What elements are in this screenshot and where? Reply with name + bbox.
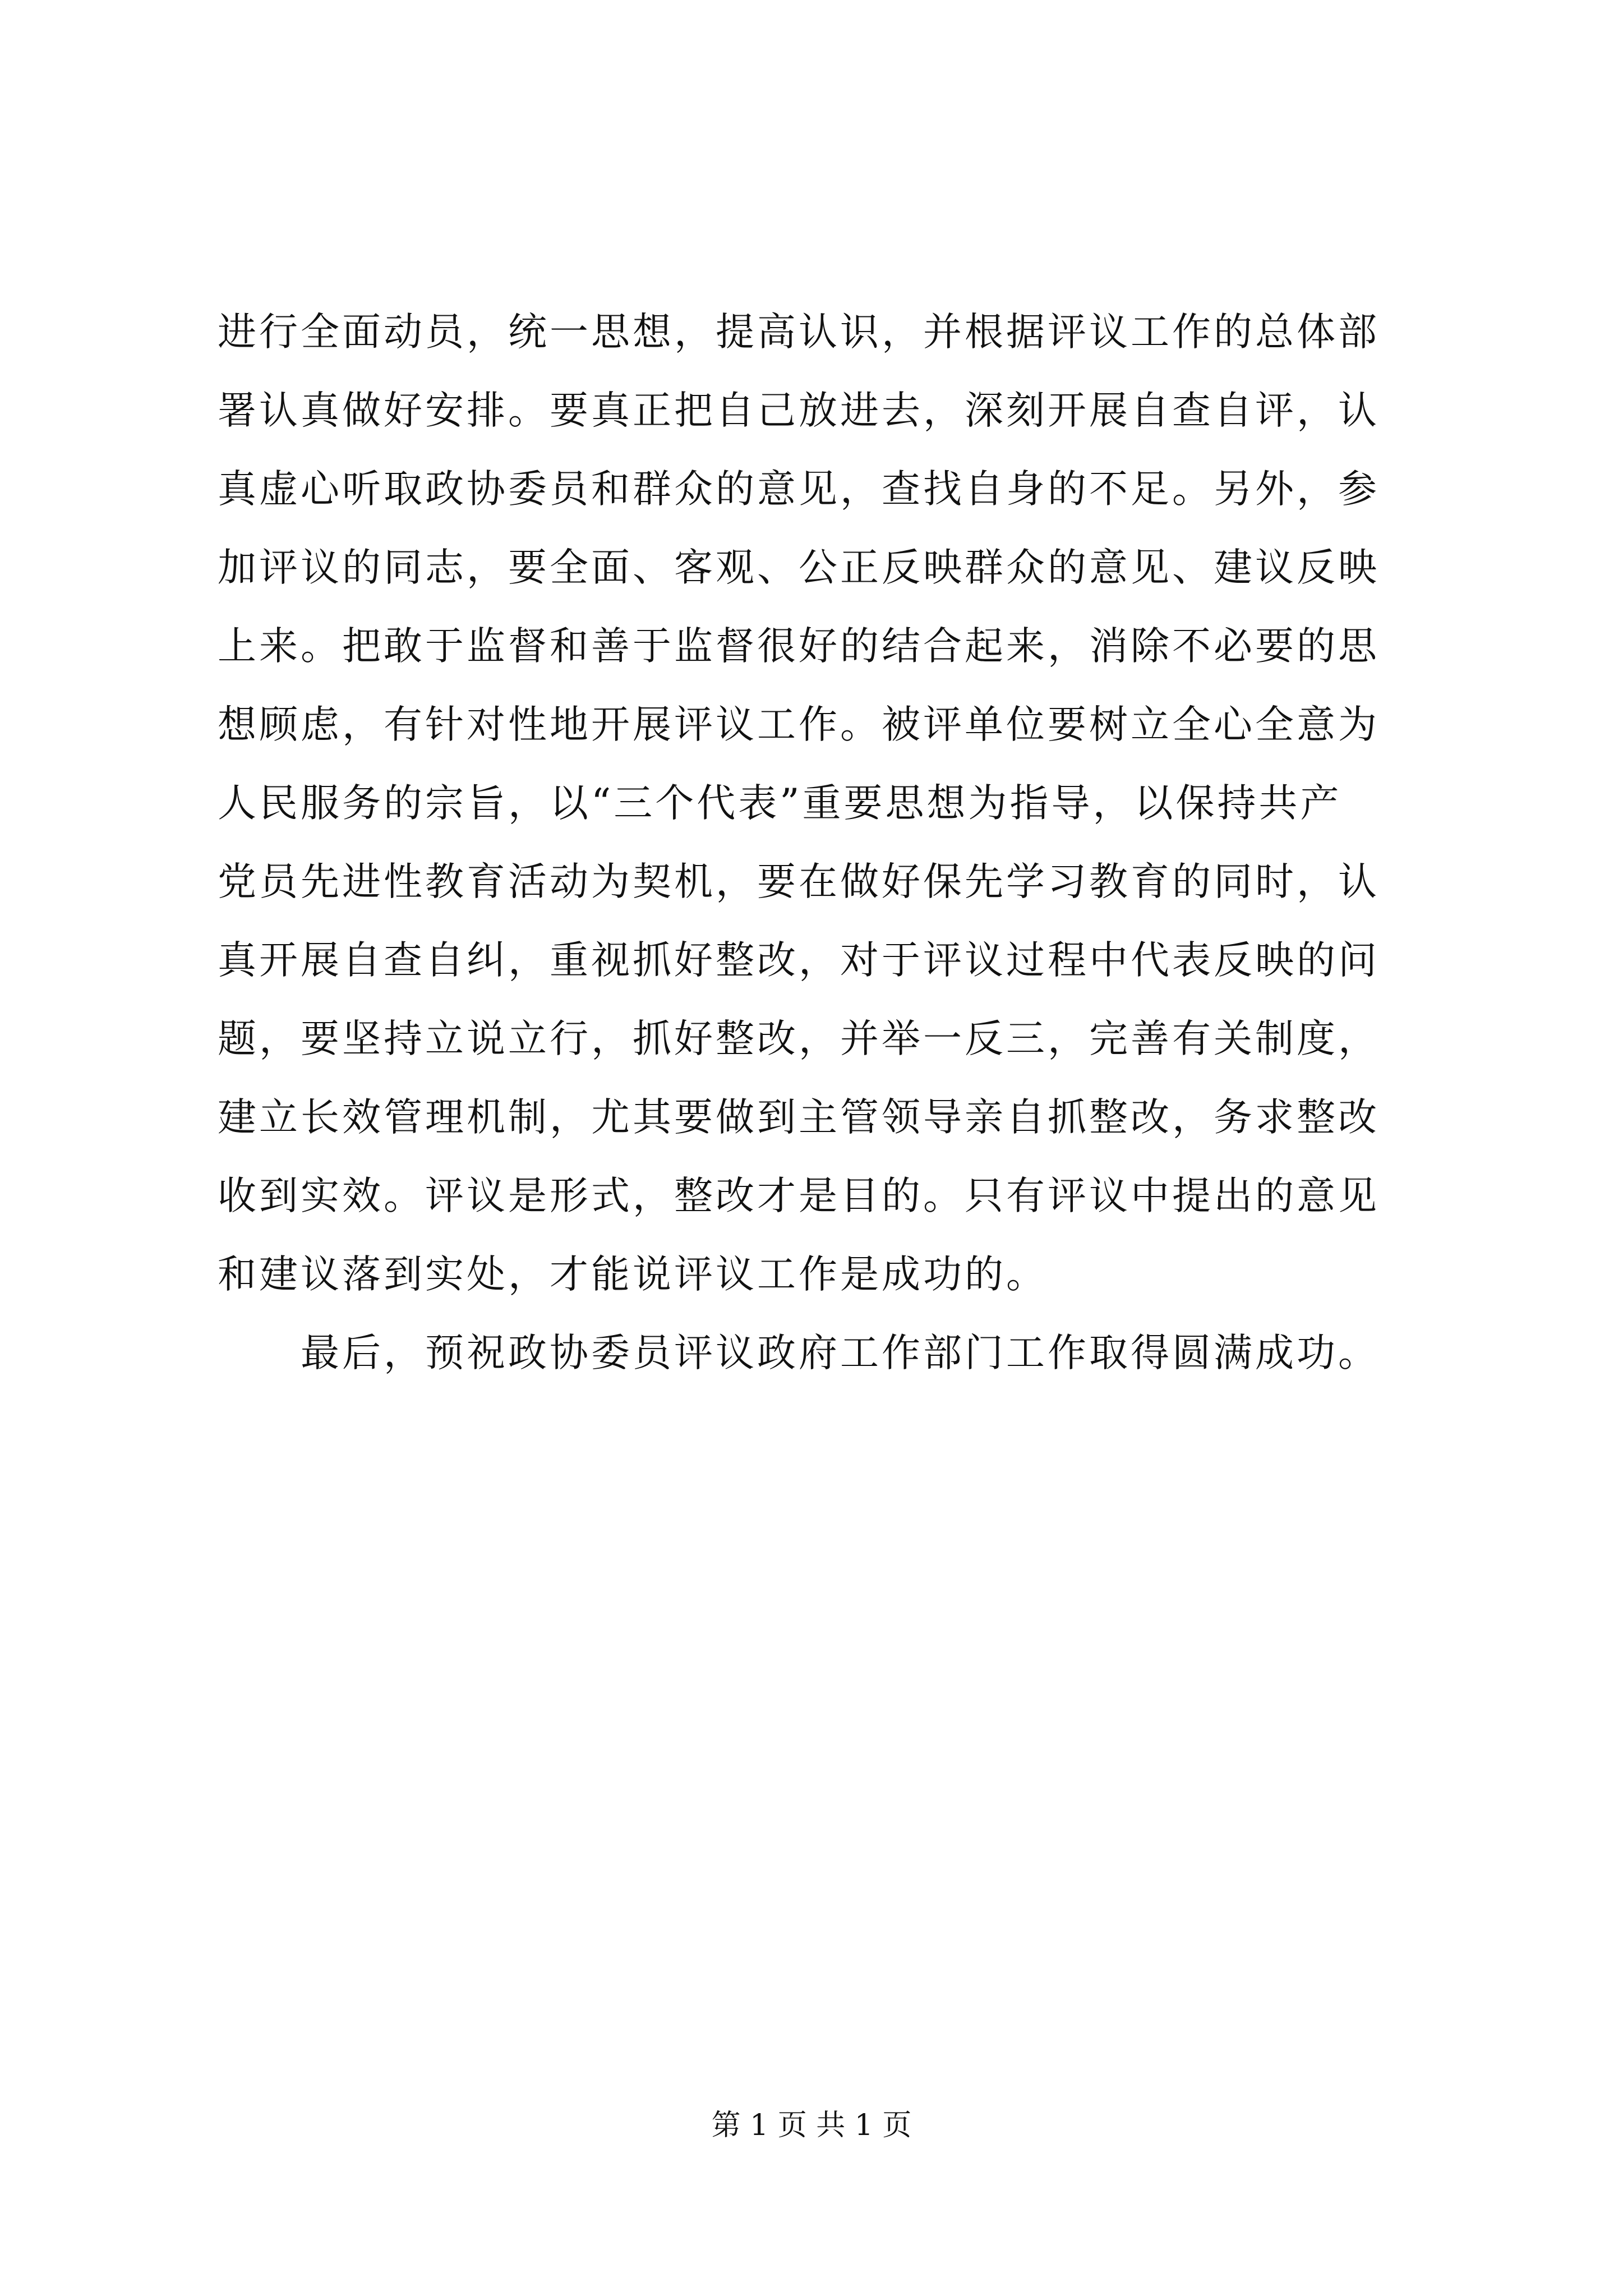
body-line-1: 进行全面动员，统一思想，提高认识，并根据评议工作的总体部 <box>218 310 1380 355</box>
body-line-4: 加评议的同志，要全面、客观、公正反映群众的意见、建议反映 <box>218 545 1380 590</box>
body-line-7: 人民服务的宗旨，以“三个代表”重要思想为指导，以保持共产 <box>218 781 1342 826</box>
body-line-12: 收到实效。评议是形式，整改才是目的。只有评议中提出的意见 <box>218 1174 1380 1218</box>
body-line-10: 题，要坚持立说立行，抓好整改，并举一反三，完善有关制度， <box>218 1016 1380 1061</box>
body-line-11: 建立长效管理机制，尤其要做到主管领导亲自抓整改，务求整改 <box>218 1095 1380 1140</box>
body-line-5: 上来。把敢于监督和善于监督很好的结合起来，消除不必要的思 <box>218 624 1380 669</box>
body-line-9: 真开展自查自纠，重视抓好整改，对于评议过程中代表反映的问 <box>218 938 1380 983</box>
body-line-8: 党员先进性教育活动为契机，要在做好保先学习教育的同时，认 <box>218 859 1380 904</box>
body-line-13: 和建议落到实处，才能说评议工作是成功的。 <box>218 1252 1048 1297</box>
body-line-2: 署认真做好安排。要真正把自己放进去，深刻开展自查自评，认 <box>218 388 1380 433</box>
page-footer: 第 1 页 共 1 页 <box>711 2109 912 2142</box>
body-line-3: 真虚心听取政协委员和群众的意见，查找自身的不足。另外，参 <box>218 467 1380 512</box>
closing-paragraph: 最后，预祝政协委员评议政府工作部门工作取得圆满成功。 <box>301 1331 1380 1375</box>
body-line-6: 想顾虑，有针对性地开展评议工作。被评单位要树立全心全意为 <box>218 702 1380 747</box>
document-body <box>218 293 1407 1392</box>
